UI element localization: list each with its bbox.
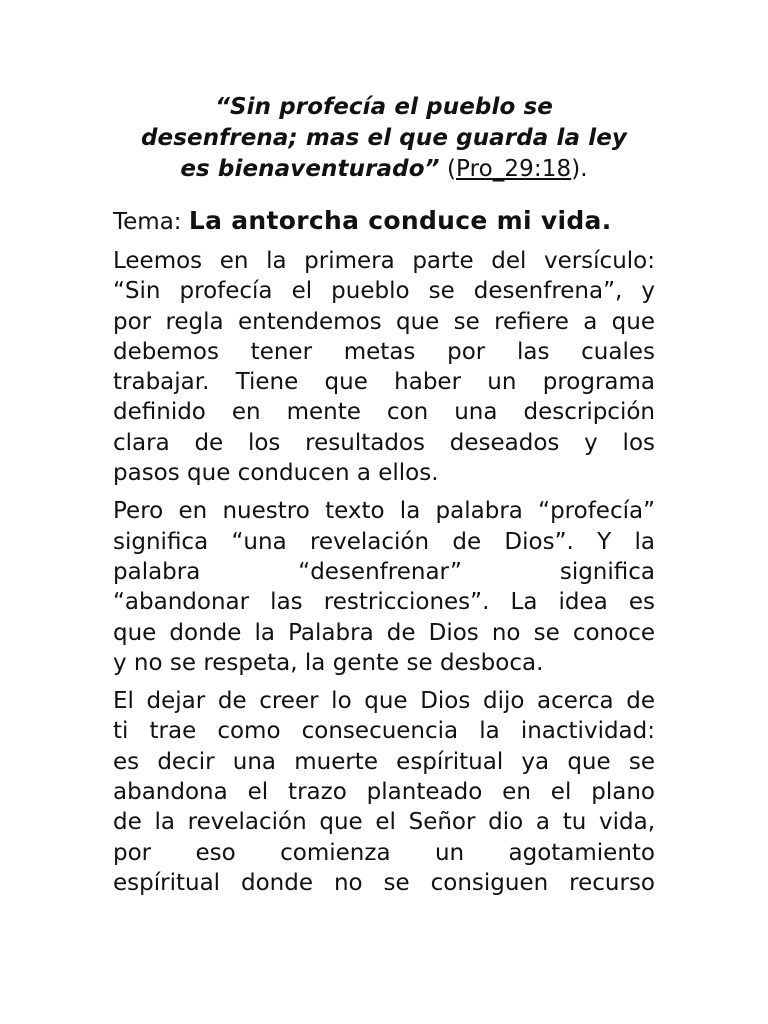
paragraph-line: debemos tener metas por las cuales <box>113 338 655 365</box>
paragraph-line: definido en mente con una descripción <box>113 399 655 426</box>
paragraph-1 <box>113 246 655 488</box>
paragraph-line: El dejar de creer lo que Dios dijo acerca de <box>113 688 655 715</box>
paragraph-line: por regla entendemos que se refiere a que <box>113 308 655 335</box>
paragraph-line: ti trae como consecuencia la inactividad: <box>113 718 655 745</box>
tema-heading <box>113 205 655 238</box>
tema-label: Tema: <box>113 209 189 235</box>
epigraph-open-paren: ( <box>439 156 457 182</box>
paragraph-2 <box>113 496 655 678</box>
paragraph-line: Leemos en la primera parte del versículo: <box>113 248 655 274</box>
epigraph-quote-line: “Sin profecía el pueblo se <box>215 94 553 120</box>
paragraph-line: pasos que conducen a ellos. <box>113 460 439 487</box>
paragraph-line: “Sin profecía el pueblo se desenfrena”, y <box>113 278 655 305</box>
paragraph-line: Pero en nuestro texto la palabra “profecía” <box>113 498 655 525</box>
epigraph-quote-line: es bienaventurado” <box>180 156 440 182</box>
epigraph-close-paren: ). <box>571 156 588 182</box>
paragraph-line: por eso comienza un agotamiento <box>113 839 655 866</box>
scripture-reference-link[interactable]: Pro_29:18 <box>456 156 572 182</box>
paragraph-line: palabra “desenfrenar” significa <box>113 558 655 585</box>
paragraph-line: significa “una revelación de Dios”. Y la <box>113 528 655 555</box>
epigraph-quote-line: desenfrena; mas el que guarda la ley <box>140 125 628 151</box>
epigraph <box>113 92 655 185</box>
tema-title: La antorcha conduce mi vida. <box>188 206 612 235</box>
paragraph-3 <box>113 686 655 898</box>
paragraph-line: y no se respeta, la gente se desboca. <box>113 649 544 676</box>
paragraph-line: espíritual donde no se consiguen recurso <box>113 869 655 896</box>
document-page <box>113 92 655 906</box>
paragraph-line: de la revelación que el Señor dio a tu vida, <box>113 809 655 836</box>
paragraph-line: “abandonar las restricciones”. La idea es <box>113 589 655 616</box>
paragraph-line: abandona el trazo planteado en el plano <box>113 779 655 806</box>
paragraph-line: es decir una muerte espíritual ya que se <box>113 748 655 775</box>
paragraph-line: trabajar. Tiene que haber un programa <box>113 369 655 396</box>
paragraph-line: clara de los resultados deseados y los <box>113 429 655 456</box>
paragraph-line: que donde la Palabra de Dios no se conoce <box>113 619 655 646</box>
